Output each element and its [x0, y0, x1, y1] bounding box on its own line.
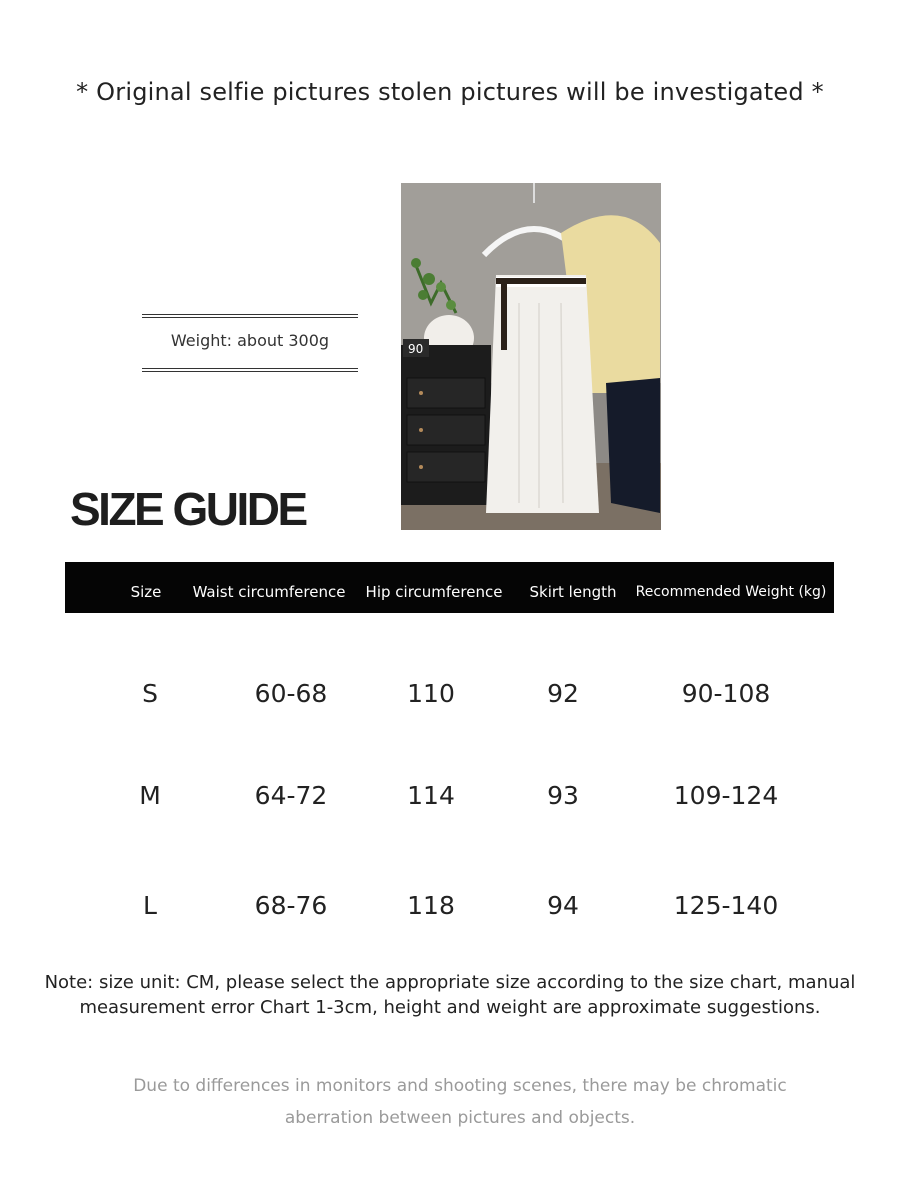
size-cell: M	[139, 781, 161, 810]
divider-top	[142, 314, 358, 318]
size-cell: S	[142, 679, 158, 708]
weight-cell: 109-124	[673, 781, 779, 810]
weight-label: Weight: about 300g	[170, 331, 330, 350]
weight-cell: 90-108	[681, 679, 771, 708]
color-disclaimer	[120, 1070, 800, 1134]
waist-cell: 60-68	[254, 679, 328, 708]
hip-cell: 118	[407, 891, 455, 920]
header-recommended-weight: Recommended Weight (kg)	[635, 584, 827, 600]
size-note	[40, 970, 860, 1020]
skirt-length-cell: 94	[547, 891, 579, 920]
header-size: Size	[130, 583, 162, 601]
size-note-line2: measurement error Chart 1-3cm, height and weight are approximate suggestions.	[79, 997, 821, 1018]
disclaimer-line1: Due to differences in monitors and shooting scenes, there may be chromatic	[133, 1076, 787, 1096]
product-photo	[401, 183, 661, 530]
waist-cell: 68-76	[254, 891, 328, 920]
waist-cell: 64-72	[254, 781, 328, 810]
copyright-notice: * Original selfie pictures stolen pictures will be investigated *	[76, 78, 824, 106]
size-cell: L	[143, 891, 157, 920]
skirt-length-cell: 92	[547, 679, 579, 708]
disclaimer-line2: aberration between pictures and objects.	[284, 1108, 636, 1128]
weight-info-box	[142, 314, 358, 372]
skirt-length-cell: 93	[547, 781, 579, 810]
header-hip: Hip circumference	[365, 583, 503, 601]
weight-cell: 125-140	[673, 891, 779, 920]
hip-cell: 110	[407, 679, 455, 708]
header-waist: Waist circumference	[192, 583, 346, 601]
size-note-line1: Note: size unit: CM, please select the appropriate size according to the size chart, manual	[44, 972, 856, 993]
clock-number: 90	[408, 342, 424, 356]
size-guide-title: SIZE GUIDE	[70, 483, 306, 535]
divider-bottom	[142, 368, 358, 372]
size-table-header	[65, 562, 834, 613]
header-skirt-length: Skirt length	[529, 583, 617, 601]
hip-cell: 114	[407, 781, 455, 810]
